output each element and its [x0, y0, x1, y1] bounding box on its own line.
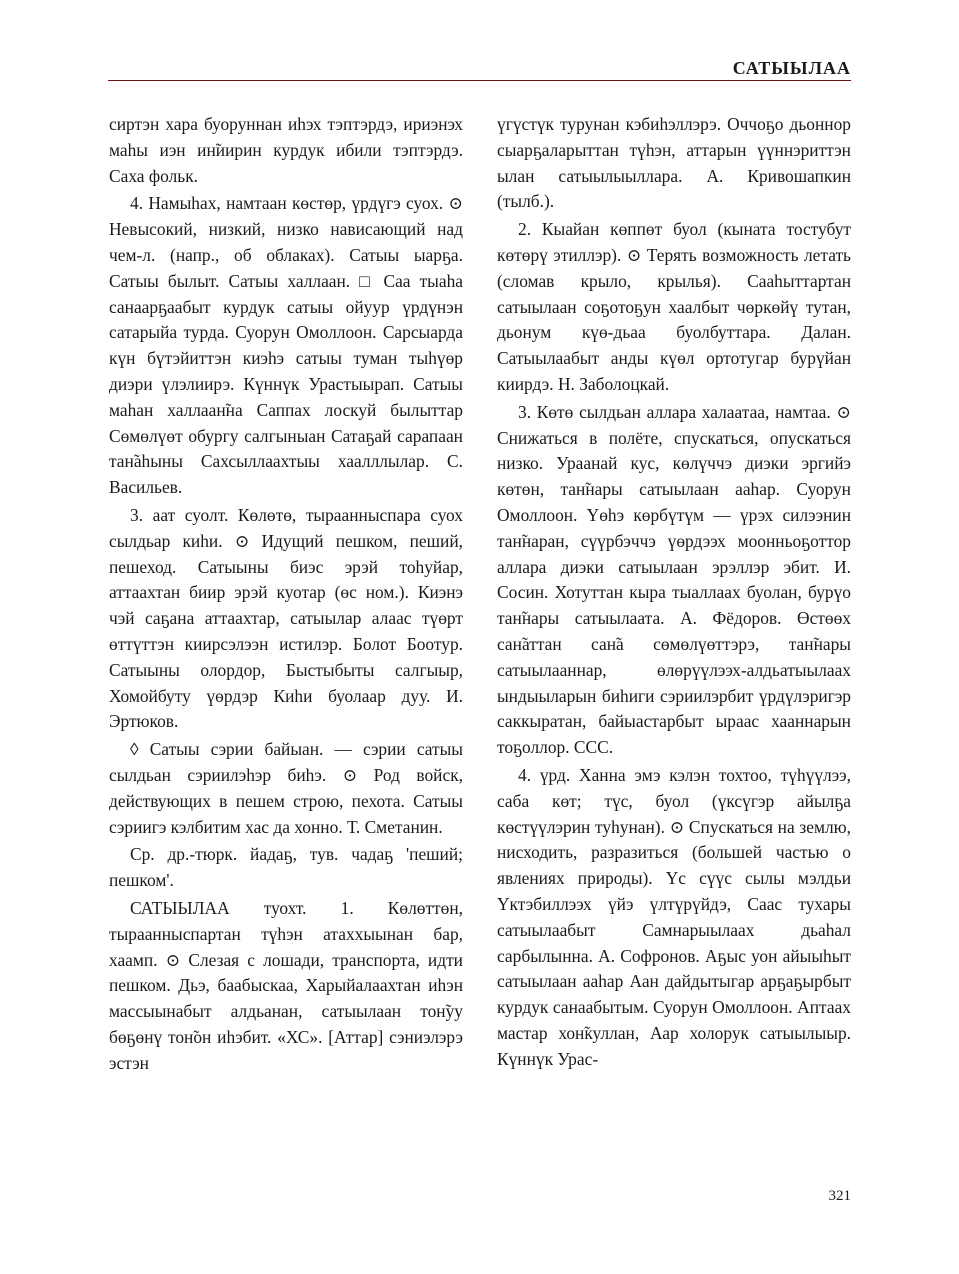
header-rule [108, 80, 851, 81]
entry-paragraph: 3. аат суолт. Көлөтө, тыраанныспара суох сылдьар киһи. ⊙ Идущий пешком, пеший, пешеход. Сатыыны биэс эрэй тоһуйар, аттаахтан биир эрэй куотар (өс ном.). Киэнэ чэй саҕана аттаахтар, сатыылар алаас түөрт өттүттэн киирсэлээн истилэр. Болот Боотур. Сатыыны олордор, Быстыбыты салгыыр, Хомойбуту үөрдэр Киһи буолаар дуу. И. Эртюков. [109, 504, 463, 732]
entry-paragraph: 4. үрд. Ханна эмэ кэлэн тохтоо, түһүүлээ, саба көт; түс, буол (үксүгэр айылҕа көстүүлэрин туһунан). ⊙ Спускаться на землю, нисходить, разразиться (большей частью о явлениях природы). Үс сүүс сылы мэлдьи Үктэбиллээх үйэ үлтүрүйдэ, Саас тухары сатыылаабыт Самнарыылаах дьаһал сарбылынна. А. Софронов. Аҕыс уон айыыһыт сатыылаан ааһар Аан дайдытыгар арҕаҕырбыт курдук санаабытым. Суорун Омоллоон. Аптаах мастар хон̃куллан, Аар холорук сатыылыыр. Күннүк Урас- [497, 764, 851, 1069]
entry-paragraph: 2. Кыайан көппөт буол (кыната тостубут көтөрү этиллэр). ⊙ Терять возможность летать (сломав крыло, крылья). Сааһыттартан сатыылаан соҕотоҕун хаалбыт чөркөйү тутан, дьонум күө-дьаа буолбуттара. Далан. Сатыылаабыт анды күөл ортотугар бурүйан киирдэ. Н. Заболоцкай. [497, 219, 851, 394]
etymology-paragraph: Ср. др.-тюрк. йадаҕ, тув. чадаҕ 'пеший; пешком'. [109, 844, 463, 891]
page-number: 321 [828, 1188, 851, 1204]
entry-paragraph: ◊ Сатыы сэрии байыан. — сэрии сатыы сылдьан сэриилэһэр биһэ. ⊙ Род войск, действующих в пешем строю, пехота. Сатыы сэриигэ кэлбитим хас да хонно. Т. Сметанин. [109, 739, 463, 837]
entry-paragraph: 4. Намыһах, намтаан көстөр, үрдүгэ суох. ⊙ Невысокий, низкий, низко нависающий над чем-л. (напр., об облаках). Сатыы ыарҕа. Сатыы былыт. Сатыы халлаан. □ Саа тыаһа санаарҕаабыт курдук сатыы ойуур үрдүнэн сатарыйа турда. Суорун Омоллоон. Сарсыарда күн бүтэйиттэн киэһэ сатыы туман тыһүөр диэри үлэлиирэ. Күннүк Урастыырап. Сатыы маһан халлаан̃на Саппах лоскуй былыттар Сөмөлүөт обургу салгыныан Сатаҕай сарапаан тан̃аһыны Сахсыллаахтыы хаалллылар. С. Васильев. [109, 193, 463, 498]
running-header: САТЫЫЛАА [732, 58, 851, 78]
entry-paragraph: сиртэн хара буоруннан иһэх тэптэрдэ, ириэнэх маһы иэн ин̃иирин курдук ибили тэптэрдэ. Саха фольк. [109, 114, 463, 186]
entry-paragraph: 3. Көтө сылдьан аллара халаатаа, намтаа. ⊙ Снижаться в полёте, спускаться, опускаться низко. Ураанай кус, көлүччэ диэки эргийэ көтөн, тан̃нары сатыылаан ааһар. Суорун Омоллоон. Үөһэ көрбүтүм — үрэх силээнин тан̃наран, сүүрбэччэ үөрдээх моонньоҕоттор аллара диэки сатыылаан эрэллэр эбит. И. Сосин. Хотуттан кыра тыаллаах буолан, бурүо тан̃нары сатыылаата. А. Фёдоров. Өстөөх сан̃аттан сан̃а сөмөлүөттэрэ, тан̃нары сатыылааннар, өлөрүүлээх-алдьатыылаах ындыыларын биһиги сэриилэрбит үрдүлэригэр саккыратан, байыастарбыт ыраас хааннарын тоҕоллор. ССС. [497, 401, 851, 758]
right-column [497, 112, 851, 1074]
entry-paragraph: үгүстүк турунан кэбиһэллэрэ. Оччоҕо дьоннор сыарҕаларыттан түһэн, аттарын үүннэриттэн ылан сатыылыыллара. А. Кривошапкин (тылб.). [497, 114, 851, 212]
left-column [109, 112, 463, 1078]
headword-entry: САТЫЫЛАА туохт. 1. Көлөттөн, тыраанныспартан түһэн атаххыынан бар, хаамп. ⊙ Слезая с лошади, транспорта, идти пешком. Дьэ, баабыскаа, Харыйалаахтан иһэн массыынабыт алдьанан, сатыылаан тон̃уу бөҕөнү тон̃он иһэбит. «ХС». [Аттар] сэниэлэрэ эстэн [109, 897, 463, 1073]
